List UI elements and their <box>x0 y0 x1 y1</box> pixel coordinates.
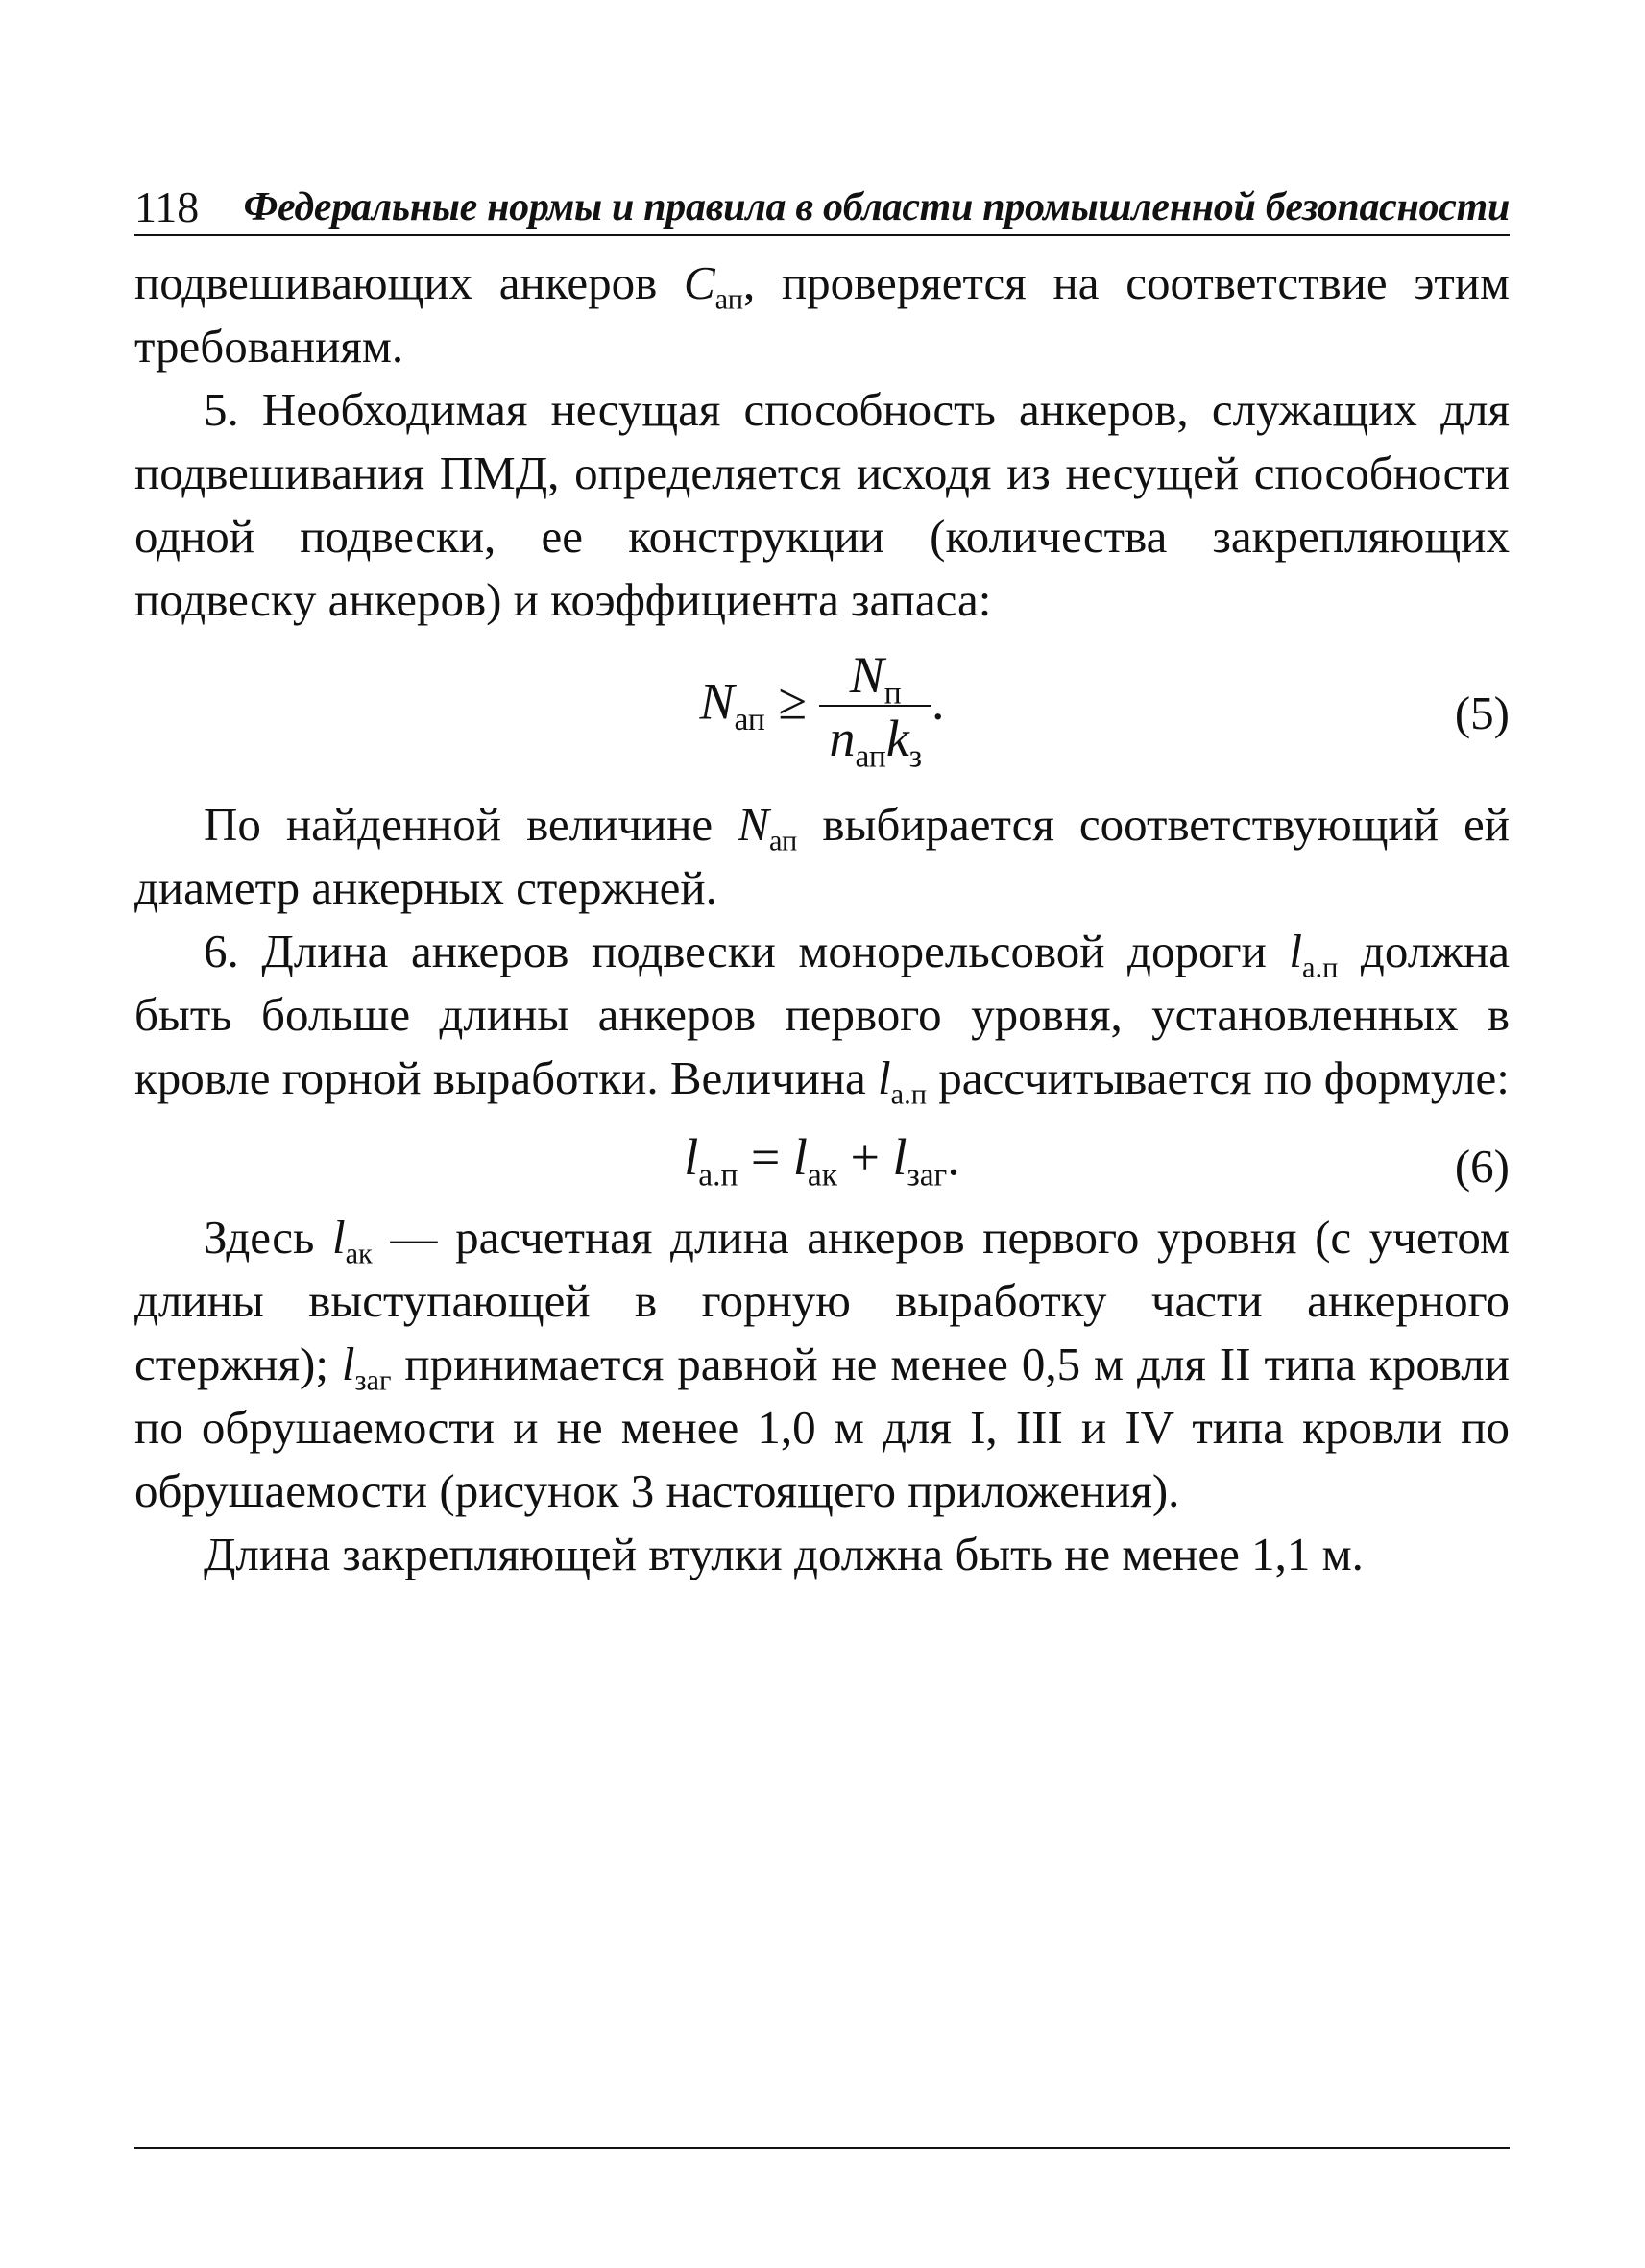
paragraph-1: подвешивающих анкеров $C_{ап}$, проверяется на соответствие этим требованиям. <box>134 256 1510 373</box>
paragraph-4: 6. Длина анкеров подвески монорельсовой дороги $l_{а.п}$ должна быть больше длины анкеров первого уровня, установленных в кровле горной выработки. Величина $l_{а.п}$ рассчитывается по формуле: <box>134 925 1510 1111</box>
fraction: $\frac{N_п}{n_{ап}k_з}$ <box>819 649 931 764</box>
formula-number-6: (6) <box>1454 1140 1510 1193</box>
formula-5: $N_{ап}$ ≥ $\frac{N_п}{n_{ап}k_з}$ . (5) <box>699 646 1510 775</box>
page-number: 118 <box>134 182 200 231</box>
paragraph-3: По найденной величине $N_{ап}$ выбирается соответствующий ей диаметр анкерных стержней. <box>134 798 1510 914</box>
formula-6: $l_{а.п} = l_{ак} + l_{заг}$. (6) <box>134 1118 1510 1206</box>
body-text <box>134 252 1510 1586</box>
formula-number-5: (5) <box>1454 687 1510 739</box>
paragraph-5: Здесь $l_{ак}$ — расчетная длина анкеров первого уровня (с учетом длины выступающей в горную выработку части анкерного стержня); $l_{заг}$ принимается равной не менее 0,5 м для II типа кровли по обрушаемости и не менее 1,0 м для I, III и IV типа кровли по обрушаемости (рисунок 3 настоящего приложения). <box>134 1211 1510 1517</box>
running-title: Федеральные нормы и правила в области промышленной безопасности <box>243 185 1510 229</box>
paragraph-2: 5. Необходимая несущая способность анкеров, служащих для подвешивания ПМД, определяется исходя из несущей способности одной подвески, ее конструкции (количества закрепляющих подвеску анкеров) и коэффициента запаса: <box>134 383 1510 626</box>
footer-rule <box>134 2147 1510 2149</box>
paragraph-6: Длина закрепляющей втулки должна быть не менее 1,1 м. <box>204 1528 1364 1580</box>
page-header <box>134 181 1510 236</box>
